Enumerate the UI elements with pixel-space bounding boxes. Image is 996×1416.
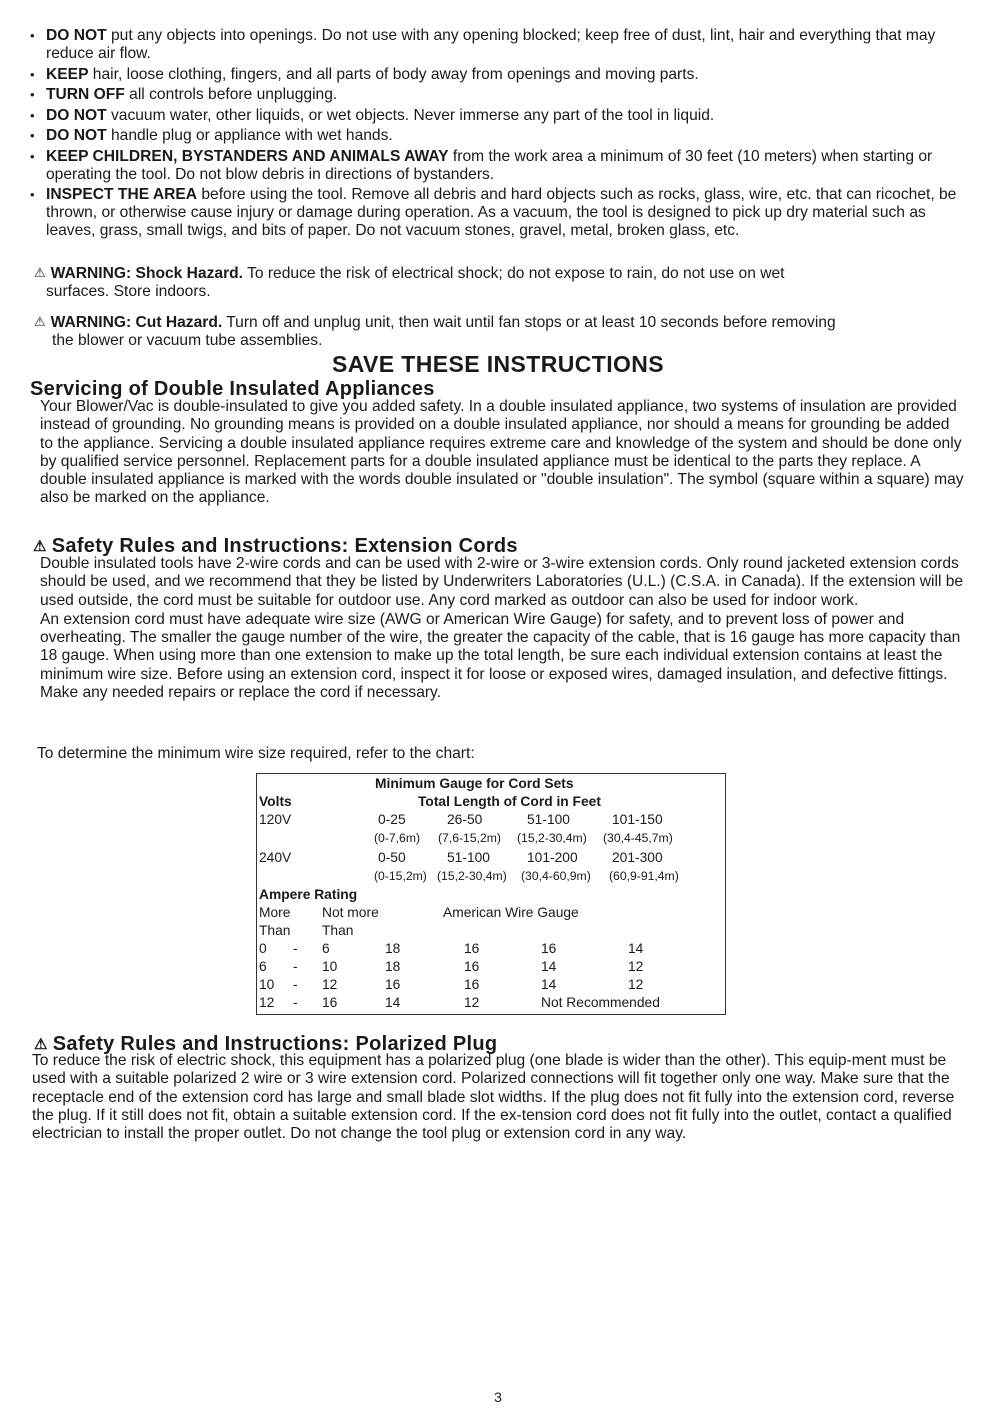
servicing-paragraph bbox=[40, 398, 965, 509]
bullet-bold: DO NOT bbox=[46, 27, 107, 44]
bullet-item bbox=[30, 27, 970, 63]
length-cell: 101-150 bbox=[612, 812, 663, 827]
gauge-cell: 14 bbox=[628, 941, 644, 956]
safety-bullet-list bbox=[30, 27, 970, 243]
gauge-cell: 14 bbox=[385, 995, 401, 1010]
bullet-item bbox=[30, 66, 970, 84]
page-number: 3 bbox=[494, 1389, 502, 1405]
amp-to: 10 bbox=[322, 959, 338, 974]
gauge-cell: 12 bbox=[628, 977, 644, 992]
length-label: Total Length of Cord in Feet bbox=[418, 794, 601, 809]
bullet-item bbox=[30, 86, 970, 104]
warning-text: To reduce the risk of electrical shock; do not expose to rain, do not use on wet bbox=[243, 265, 785, 282]
volts-120: 120V bbox=[259, 812, 292, 827]
amp-to: 16 bbox=[322, 995, 338, 1010]
warning-label: WARNING: Shock Hazard. bbox=[50, 265, 244, 282]
gauge-cell: Not Recommended bbox=[541, 995, 660, 1010]
cut-hazard-warning bbox=[34, 313, 969, 350]
warning-triangle-icon: ⚠ bbox=[34, 265, 46, 280]
length-cell: 0-25 bbox=[378, 812, 406, 827]
bullet-bold: KEEP CHILDREN, BYSTANDERS AND ANIMALS AWAY bbox=[46, 147, 449, 165]
extension-paragraphs bbox=[40, 555, 965, 703]
amp-from: 12 bbox=[259, 995, 275, 1010]
warning-triangle-icon: ⚠ bbox=[34, 314, 46, 329]
metric-cell: (30,4-60,9m) bbox=[521, 869, 591, 883]
polarized-plug-title: Safety Rules and Instructions: Polarized Plug bbox=[52, 1033, 498, 1055]
amp-from: 10 bbox=[259, 977, 275, 992]
extension-p3: To determine the minimum wire size required, refer to the chart: bbox=[37, 745, 475, 762]
gauge-cell: 12 bbox=[628, 959, 644, 974]
volts-label: Volts bbox=[259, 794, 292, 809]
amp-dash: - bbox=[293, 977, 298, 992]
length-cell: 26-50 bbox=[447, 812, 483, 827]
amp-from: 0 bbox=[259, 941, 267, 956]
bullet-item bbox=[30, 186, 970, 240]
bullet-bold: INSPECT THE AREA bbox=[46, 186, 198, 203]
extension-p2: An extension cord must have adequate wire size (AWG or American Wire Gauge) for safety, and to prevent loss of power and overheating. The smaller the gauge number of the wire, the greater the capacity of the cable, that is 16 gauge has more capacity than 18 gauge. When using more than one extension to make up the total length, be sure each individual extension contains at least the minimum wire size. Before using an extension cord, inspect it for loose or exposed wires, damaged insulation, and defective fittings. Make any needed repairs or replace the cord if necessary. bbox=[40, 610, 961, 702]
bullet-text: vacuum water, other liquids, or wet objects. Never immerse any part of the tool in liquid. bbox=[106, 106, 715, 124]
bullet-bold: KEEP bbox=[46, 65, 89, 83]
bullet-text: handle plug or appliance with wet hands. bbox=[106, 127, 393, 144]
length-cell: 101-200 bbox=[527, 850, 578, 865]
extension-p1: Double insulated tools have 2-wire cords and can be used with 2-wire or 3-wire extension cords. Only round jacketed extension cords should be used, and we recommend that they be listed by Underwriters Laboratories (U.L.) (C.S.A. in Canada). If the extension will be used outside, the cord must be suitable for outdoor use. Any cord marked as outdoor can also be used for indoor work. bbox=[40, 555, 964, 609]
shock-hazard-warning bbox=[34, 264, 969, 301]
warning-text: Turn off and unplug unit, then wait until fan stops or at least 10 seconds before removing bbox=[222, 314, 836, 331]
gauge-cell: 16 bbox=[464, 977, 480, 992]
bullet-bold: DO NOT bbox=[46, 127, 107, 144]
bullet-text: put any objects into openings. Do not use with any opening blocked; keep free of dust, lint, hair and everything that may reduce air flow. bbox=[46, 27, 936, 62]
than-label: Than bbox=[259, 923, 291, 938]
volts-240: 240V bbox=[259, 850, 292, 865]
cord-gauge-chart bbox=[256, 773, 726, 1015]
gauge-cell: 14 bbox=[541, 977, 557, 992]
gauge-cell: 16 bbox=[464, 959, 480, 974]
metric-cell: (60,9-91,4m) bbox=[609, 869, 679, 883]
ampere-label: Ampere Rating bbox=[259, 887, 358, 902]
servicing-heading: Servicing of Double Insulated Appliances bbox=[30, 378, 435, 400]
amp-to: 6 bbox=[322, 941, 330, 956]
extension-cords-title: Safety Rules and Instructions: Extension Cords bbox=[51, 535, 518, 557]
bullet-bold: TURN OFF bbox=[46, 86, 125, 103]
warning-triangle-icon: ⚠ bbox=[34, 1036, 48, 1053]
gauge-cell: 16 bbox=[385, 977, 401, 992]
save-instructions-heading: SAVE THESE INSTRUCTIONS bbox=[331, 351, 665, 377]
polarized-paragraph bbox=[32, 1052, 967, 1144]
warning-text-cont: the blower or vacuum tube assemblies. bbox=[52, 332, 323, 349]
length-cell: 0-50 bbox=[378, 850, 406, 865]
bullet-text: before using the tool. Remove all debris and hard objects such as rocks, glass, wire, etc. that can ricochet, be thrown, or otherwise cause injury or damage during operation. As a vacuum, the tool is designed to pick up dry material such as leaves, grass, small twigs, and bits of paper. Do not vacuum stones, gravel, metal, broken glass, etc. bbox=[46, 186, 957, 239]
bullet-text: all controls before unplugging. bbox=[124, 86, 338, 103]
warning-label: WARNING: Cut Hazard. bbox=[50, 314, 223, 331]
metric-cell: (7,6-15,2m) bbox=[438, 831, 501, 845]
length-cell: 51-100 bbox=[527, 812, 570, 827]
metric-cell: (0-15,2m) bbox=[374, 869, 427, 883]
than-label: Than bbox=[322, 923, 354, 938]
metric-cell: (15,2-30,4m) bbox=[437, 869, 507, 883]
notmore-label: Not more bbox=[322, 905, 379, 920]
gauge-cell: 14 bbox=[541, 959, 557, 974]
polarized-text: To reduce the risk of electric shock, this equipment has a polarized plug (one blade is wider than the other). This equip-ment must be used with a suitable polarized 2 wire or 3 wire extension cord. Polarized connections will fit together only one way. Make sure that the receptacle end of the extension cord has large and small blade slot widths. If the plug does not fit fully into the extension cord, reverse the plug. If it still does not fit, obtain a suitable extension cord. If the ex-tension cord does not fit fully into the outlet, contact a qualified electrician to install the proper outlet. Do not change the tool plug or extension cord in any way. bbox=[32, 1052, 955, 1143]
length-cell: 201-300 bbox=[612, 850, 663, 865]
metric-cell: (0-7,6m) bbox=[374, 831, 421, 845]
bullet-bold: DO NOT bbox=[46, 106, 107, 124]
servicing-text: Your Blower/Vac is double-insulated to give you added safety. In a double insulated appliance, two systems of insulation are provided instead of grounding. No grounding means is provided on a double insulated appliance, nor should a means for grounding be added to the appliance. Servicing a double insulated appliance requires extreme care and knowledge of the system and should be done only by qualified service personnel. Replacement parts for a double insulated appliance must be identical to the parts they replace. A double insulated appliance is marked with the words double insulated or "double insulation". The symbol (square within a square) may also be marked on the appliance. bbox=[40, 398, 964, 507]
gauge-cell: 18 bbox=[385, 959, 401, 974]
amp-dash: - bbox=[293, 995, 298, 1010]
warning-text-cont: surfaces. Store indoors. bbox=[46, 283, 211, 300]
bullet-item bbox=[30, 107, 970, 125]
amp-dash: - bbox=[293, 941, 298, 956]
bullet-item bbox=[30, 148, 970, 184]
amp-to: 12 bbox=[322, 977, 338, 992]
more-label: More bbox=[259, 905, 291, 920]
extension-p3-block bbox=[37, 745, 962, 764]
amp-from: 6 bbox=[259, 959, 267, 974]
chart-title: Minimum Gauge for Cord Sets bbox=[375, 776, 574, 791]
length-cell: 51-100 bbox=[447, 850, 490, 865]
warning-triangle-icon: ⚠ bbox=[33, 538, 47, 555]
gauge-cell: 16 bbox=[464, 941, 480, 956]
gauge-cell: 12 bbox=[464, 995, 480, 1010]
awg-label: American Wire Gauge bbox=[443, 905, 579, 920]
bullet-text: from the work area a minimum of 30 feet (10 meters) when starting or operating the tool. Do not blow debris in directions of bystanders. bbox=[46, 147, 933, 183]
metric-cell: (15,2-30,4m) bbox=[517, 831, 587, 845]
metric-cell: (30,4-45,7m) bbox=[603, 831, 673, 845]
bullet-item bbox=[30, 127, 970, 145]
bullet-text: hair, loose clothing, fingers, and all parts of body away from openings and moving parts. bbox=[88, 65, 699, 83]
amp-dash: - bbox=[293, 959, 298, 974]
gauge-cell: 18 bbox=[385, 941, 401, 956]
gauge-cell: 16 bbox=[541, 941, 557, 956]
